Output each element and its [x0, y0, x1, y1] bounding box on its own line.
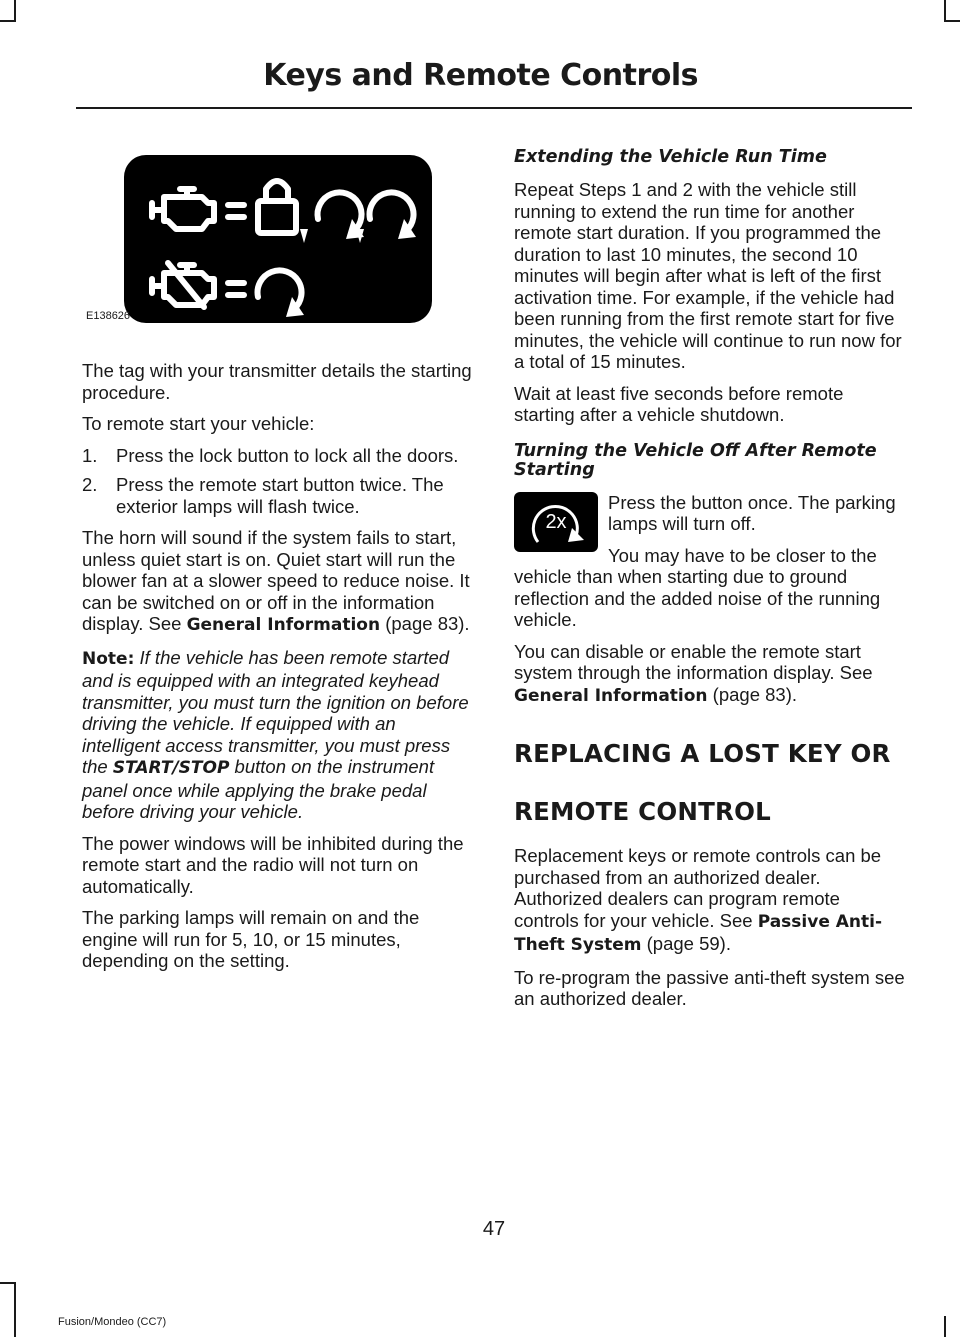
equals-icon [228, 283, 244, 295]
lock-icon [258, 201, 296, 233]
header-divider [76, 107, 912, 109]
crop-mark [0, 20, 16, 22]
paragraph: To re-program the passive anti-theft system see an authorized dealer. [514, 966, 905, 1009]
paragraph-text: The horn will sound if the system fails to start, unless quiet start is on. Quiet start will run the blower fan at a slower speed to reduce noise. It can be switched on or off in the information display. See [82, 527, 470, 634]
step-number: 2. [82, 474, 98, 495]
note-label: Note: [82, 648, 135, 669]
step-text: Press the remote start button twice. The exterior lamps will flash twice. [116, 474, 444, 517]
paragraph [514, 641, 906, 708]
paragraph [514, 845, 906, 957]
step-text: Press the lock button to lock all the doors. [116, 444, 459, 466]
equals-icon [228, 205, 244, 217]
remote-start-figure [82, 140, 474, 340]
page-reference: (page 83). [707, 683, 798, 705]
engine-crossed-icon [152, 263, 214, 307]
paragraph: The tag with your transmitter details the starting procedure. [82, 360, 472, 403]
paragraph: Press the button once. The parking lamps will turn off. [608, 491, 896, 534]
engine-icon [152, 189, 214, 229]
crop-mark [0, 1282, 16, 1284]
section-heading [514, 725, 906, 841]
paragraph [82, 527, 474, 637]
icon-label: 2x [545, 510, 567, 533]
paragraph: To remote start your vehicle: [82, 413, 315, 434]
paragraph-text: Replacement keys or remote controls can be purchased from an authorized dealer. Authorized dealers can program remote controls for your vehicle. See [514, 845, 882, 931]
page-title: Keys and Remote Controls [263, 58, 698, 93]
footer-model: Fusion/Mondeo (CC7) [58, 1316, 167, 1328]
page-reference: (page 59). [641, 933, 731, 954]
crop-mark [14, 0, 16, 22]
note-text: If the vehicle has been remote started and is equipped with an integrated keyhead transmitter, you must turn the ignition on before driving the vehicle. If equipped with an intelligent access transmitter, you must press the [82, 646, 469, 777]
steps-list [82, 445, 474, 518]
right-column [514, 140, 906, 1020]
note [82, 647, 474, 823]
list-item [82, 474, 474, 517]
page-number: 47 [482, 1218, 506, 1240]
figure-code: E138626 [86, 310, 131, 322]
crop-mark [944, 0, 946, 22]
step-number: 1. [82, 444, 98, 466]
paragraph-text: You can disable or enable the remote start system through the information display. See [514, 640, 873, 683]
cross-reference-link[interactable]: General Information [514, 685, 708, 706]
paragraph: Repeat Steps 1 and 2 with the vehicle still running to extend the run time for another remote start duration. If you programmed the duration to last 10 minutes, the second 10 minutes will begin after what is left of the first activation time. For example, if the vehicle had been running from the first remote start for five minutes, the vehicle will continue to run now for a total of 15 minutes. [514, 179, 902, 372]
paragraph: You may have to be closer to the vehicle than when starting due to ground reflection and the added noise of the running vehicle. [514, 544, 881, 630]
subheading: Turning the Vehicle Off After Remote Starting [514, 440, 877, 480]
cross-reference-link[interactable]: Passive Anti-Theft System [514, 911, 883, 955]
start-stop-label: START/STOP [112, 758, 230, 778]
section-heading-line: REPLACING A LOST KEY OR [514, 739, 891, 768]
paragraph: Wait at least five seconds before remote starting after a vehicle shutdown. [514, 382, 844, 425]
crop-mark [944, 20, 960, 22]
left-column [82, 140, 474, 982]
subheading: Extending the Vehicle Run Time [514, 147, 827, 167]
list-item [82, 445, 474, 467]
paragraph: The power windows will be inhibited during the remote start and the radio will not turn on automatically. [82, 832, 464, 897]
crop-mark [944, 1316, 946, 1337]
icon-row [514, 492, 906, 631]
crop-mark [14, 1282, 16, 1337]
remote-start-2x-icon [514, 492, 598, 552]
remote-start-diagram-graphic [124, 155, 432, 323]
page-reference: (page 83). [380, 613, 470, 634]
note-text: button on the instrument panel once while applying the brake pedal before driving your vehicle. [82, 756, 435, 822]
remote-start-diagram [124, 155, 432, 323]
section-heading-line: REMOTE CONTROL [514, 797, 771, 826]
cross-reference-link[interactable]: General Information [186, 615, 381, 635]
paragraph: The parking lamps will remain on and the engine will run for 5, 10, or 15 minutes, depending on the setting. [82, 907, 420, 971]
